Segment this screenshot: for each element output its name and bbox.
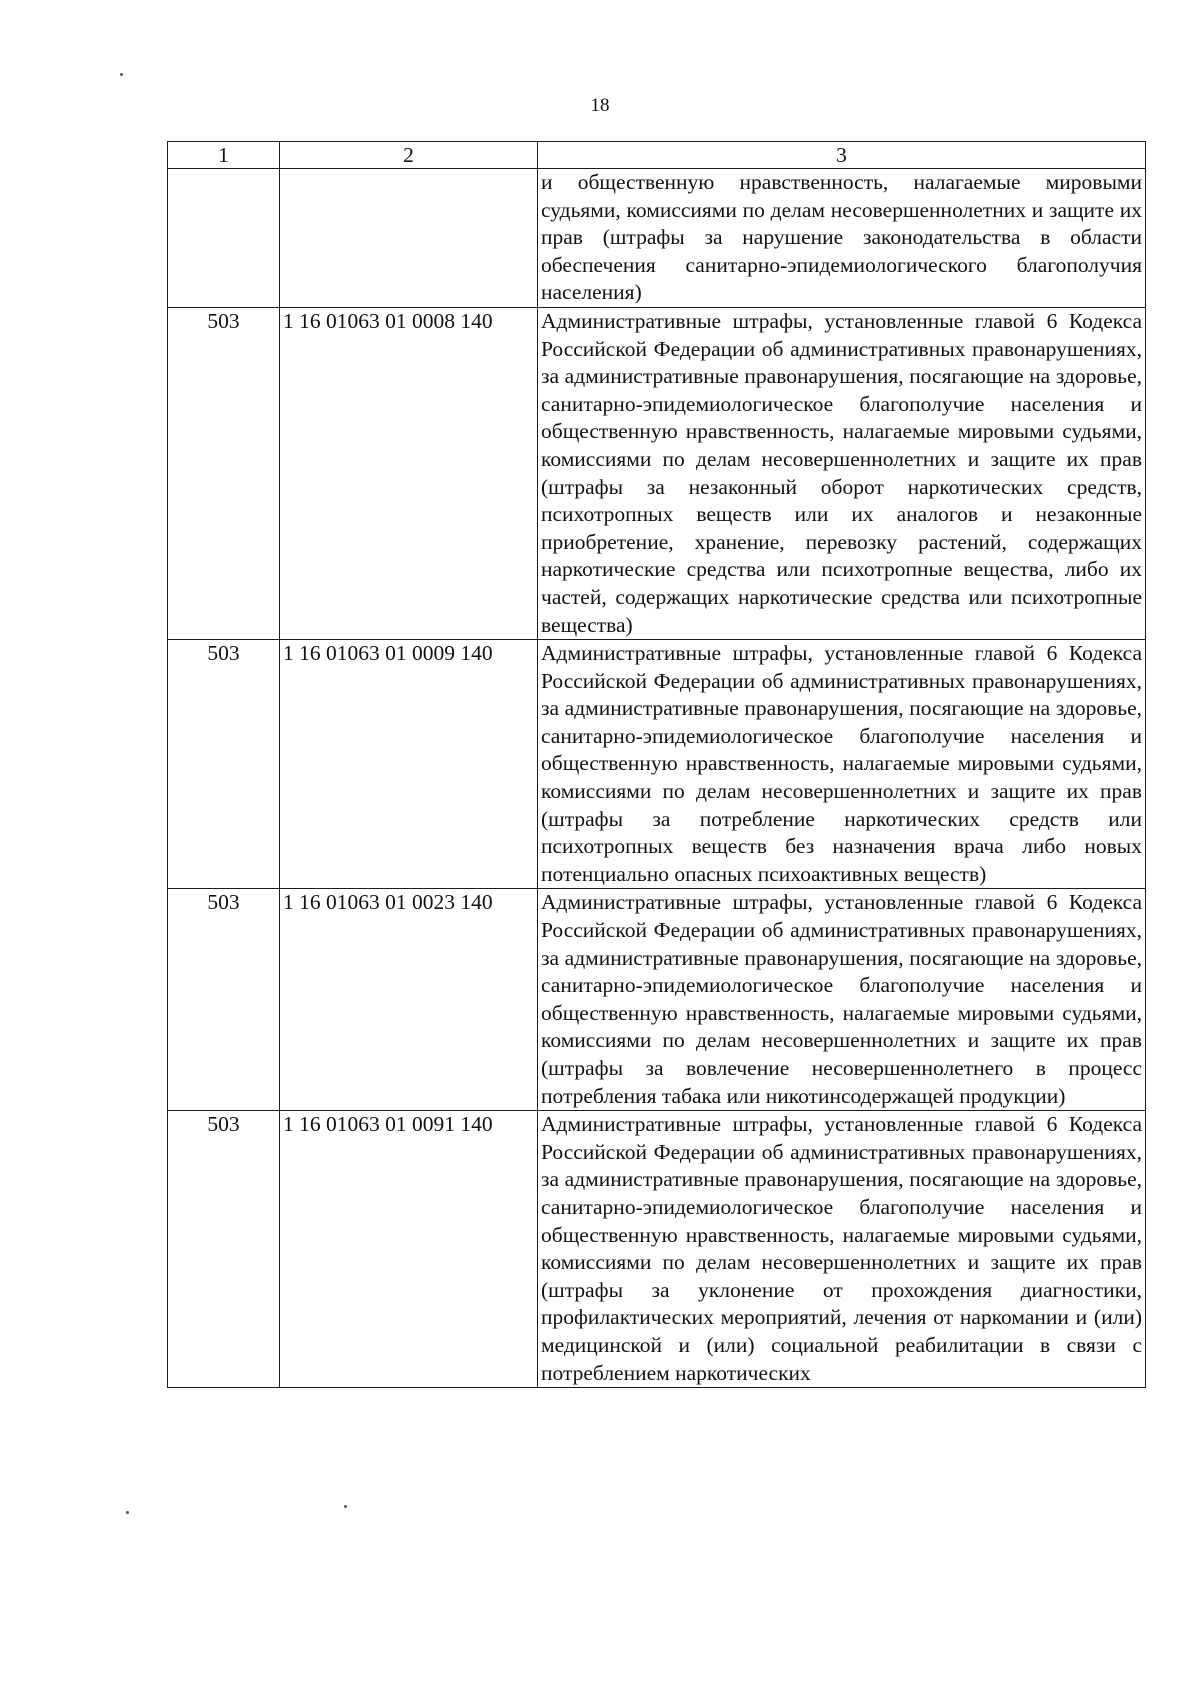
column-number-3: 3 [538,142,1146,169]
budget-codes-table [167,141,1146,1388]
scan-speck [120,73,123,76]
description-cell: Административные штрафы, установленные главой 6 Кодекса Российской Федерации об административных правонарушениях, за административные правонарушения, посягающие на здоровье, санитарно-эпидемиологическое благополучие населения и общественную нравственность, налагаемые мировыми судьями, комиссиями по делам несовершеннолетних и защите их прав (штрафы за потребление наркотических средств или психотропных веществ без назначения врача либо новых потенциально опасных психоактивных веществ) [538,640,1146,889]
table-header-row [168,142,1146,169]
column-number-1: 1 [168,142,280,169]
table-row [168,889,1146,1111]
table-row [168,307,1146,639]
column-number-2: 2 [280,142,538,169]
scan-speck [344,1505,347,1508]
admin-code-cell: 503 [168,307,280,639]
budget-code-cell: 1 16 01063 01 0008 140 [280,307,538,639]
description-cell: Административные штрафы, установленные главой 6 Кодекса Российской Федерации об административных правонарушениях, за административные правонарушения, посягающие на здоровье, санитарно-эпидемиологическое благополучие населения и общественную нравственность, налагаемые мировыми судьями, комиссиями по делам несовершеннолетних и защите их прав (штрафы за уклонение от прохождения диагностики, профилактических мероприятий, лечения от наркомании и (или) медицинской и (или) социальной реабилитации в связи с потреблением наркотических [538,1111,1146,1388]
scan-speck [126,1511,129,1514]
description-cell: и общественную нравственность, налагаемые мировыми судьями, комиссиями по делам несовершеннолетних и защите их прав (штрафы за нарушение законодательства в области обеспечения санитарно-эпидемиологического благополучия населения) [538,169,1146,308]
budget-code-cell: 1 16 01063 01 0091 140 [280,1111,538,1388]
table-row [168,169,1146,308]
description-cell: Административные штрафы, установленные главой 6 Кодекса Российской Федерации об административных правонарушениях, за административные правонарушения, посягающие на здоровье, санитарно-эпидемиологическое благополучие населения и общественную нравственность, налагаемые мировыми судьями, комиссиями по делам несовершеннолетних и защите их прав (штрафы за вовлечение несовершеннолетнего в процесс потребления табака или никотинсодержащей продукции) [538,889,1146,1111]
admin-code-cell [168,169,280,308]
admin-code-cell: 503 [168,640,280,889]
budget-code-cell: 1 16 01063 01 0009 140 [280,640,538,889]
page-number: 18 [590,95,610,116]
description-cell: Административные штрафы, установленные главой 6 Кодекса Российской Федерации об административных правонарушениях, за административные правонарушения, посягающие на здоровье, санитарно-эпидемиологическое благополучие населения и общественную нравственность, налагаемые мировыми судьями, комиссиями по делам несовершеннолетних и защите их прав (штрафы за незаконный оборот наркотических средств, психотропных веществ или их аналогов и незаконные приобретение, хранение, перевозку растений, содержащих наркотические средства или психотропные вещества, либо их частей, содержащих наркотические средства или психотропные вещества) [538,307,1146,639]
budget-code-cell [280,169,538,308]
table-row [168,1111,1146,1388]
table-row [168,640,1146,889]
admin-code-cell: 503 [168,889,280,1111]
admin-code-cell: 503 [168,1111,280,1388]
budget-code-cell: 1 16 01063 01 0023 140 [280,889,538,1111]
